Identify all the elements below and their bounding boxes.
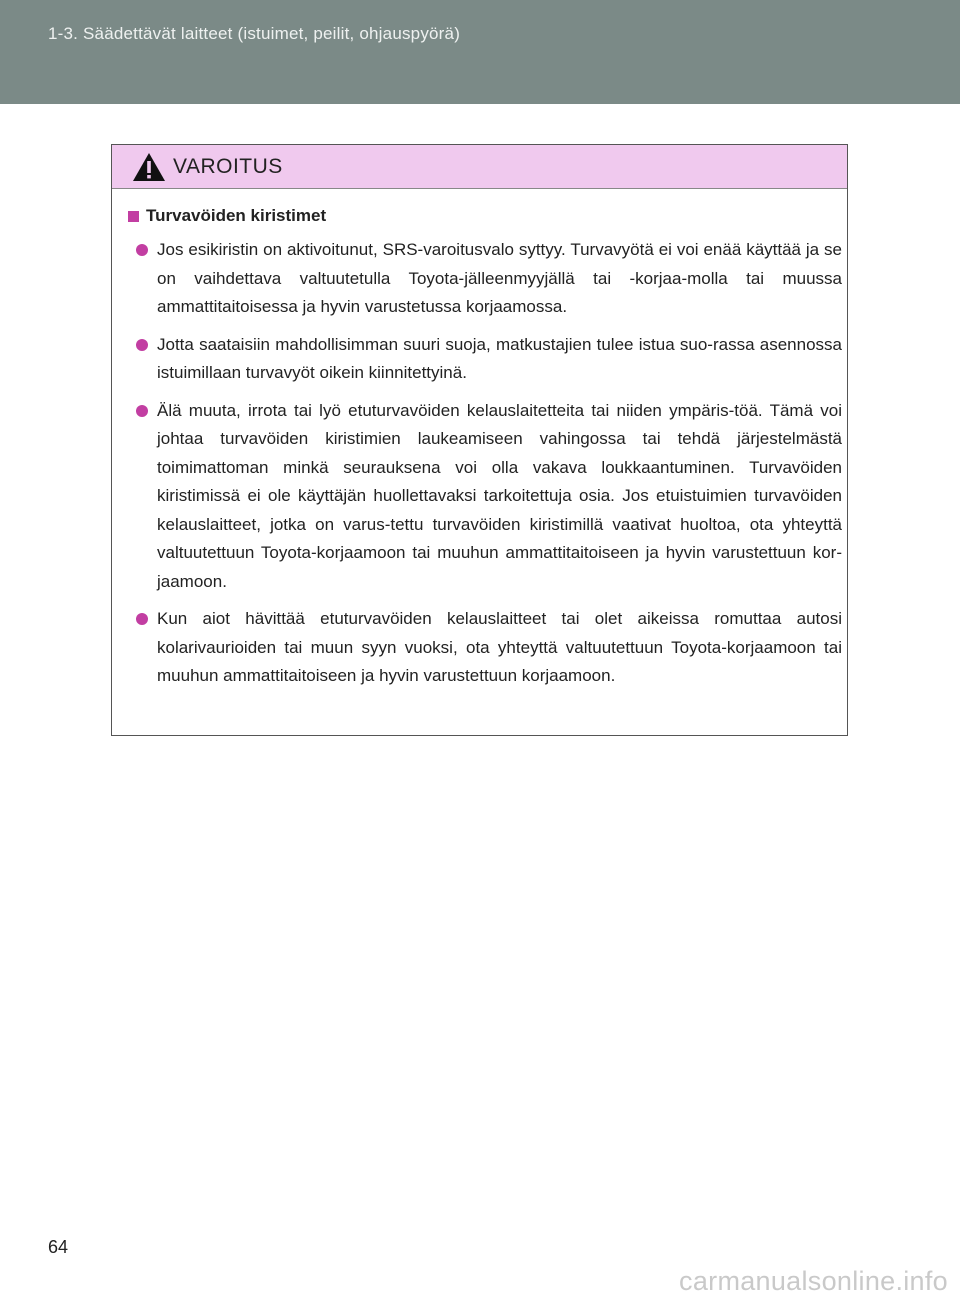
section-heading [128,206,326,226]
warning-box [111,144,848,736]
warning-title: VAROITUS [173,155,283,178]
warning-triangle-icon [131,151,167,183]
bullet-dot-icon [136,339,148,351]
bullet-text: Kun aiot hävittää etuturvavöiden kelauslaitteet tai olet aikeissa romuttaa autosi kolarivaurioiden tai muun syyn vuoksi, ota yhteyttä valtuutettuun Toyota-korjaamoon tai muuhun ammattitaitoiseen ja hyvin varustettuun korjaamoon. [157,609,842,685]
bullet-dot-icon [136,405,148,417]
bullet-dot-icon [136,244,148,256]
section-title: 1-3. Säädettävät laitteet (istuimet, peilit, ohjauspyörä) [48,24,461,43]
bullet-text: Älä muuta, irrota tai lyö etuturvavöiden kelauslaitetteita tai niiden ympäris-töä. Tämä voi johtaa turvavöiden kiristimien laukeamiseen vahingossa tai tehdä järjestelmästä toimimattoman minkä seurauksena voi olla vakava loukkaantuminen. Turvavöiden kiristimissä ei ole käyttäjän huollettavaksi tarkoitettuja osia. Jos etuistuimien turvavöiden kelauslaitteet, jotka on varus-tettu turvavöiden kiristimillä vaativat huoltoa, ota yhteyttä valtuutettuun Toyota-korjaamoon tai muuhun ammattitaitoiseen ja hyvin varustettuun kor-jaamoon. [157,400,842,591]
section-heading-text: Turvavöiden kiristimet [146,206,327,225]
bullet-text: Jotta saataisiin mahdollisimman suuri suoja, matkustajien tulee istua suo-rassa asennossa istuimillaan turvavyöt oikein kiinnitettyinä. [157,334,842,382]
header-band [0,0,960,104]
warning-header [112,145,847,189]
bullet-text: Jos esikiristin on aktivoitunut, SRS-varoitusvalo syttyy. Turvavyötä ei voi enää käyttää ja se on vaihdettava valtuutetulla Toyota-jälleenmyyjällä tai -korjaa-molla tai muussa ammattitaitoisessa ja hyvin varustetussa korjaamossa. [157,240,842,316]
bullet-item [136,397,842,597]
page-number: 64 [48,1237,69,1257]
bullet-list [136,236,842,700]
bullet-item [136,331,842,388]
watermark: carmanualsonline.info [679,1266,948,1296]
bullet-item [136,605,842,691]
bullet-item [136,236,842,322]
square-bullet-icon [128,211,139,222]
bullet-dot-icon [136,613,148,625]
